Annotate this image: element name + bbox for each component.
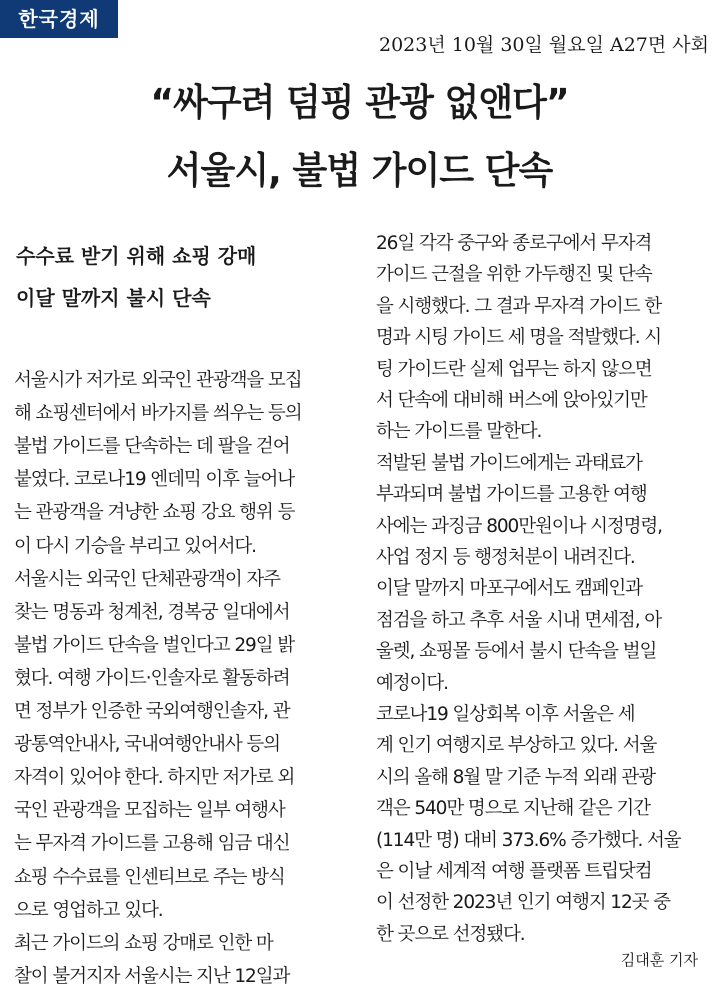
left-column-line: 붙였다. 코로나19 엔데믹 이후 늘어나 — [14, 469, 295, 491]
right-column-line: 서 단속에 대비해 버스에 앉아있기만 — [376, 390, 647, 411]
right-column-line: 예정이다. — [376, 672, 448, 694]
right-column-line: 하는 가이드를 말한다. — [376, 421, 542, 443]
left-column-line: 는 관광객을 겨냥한 쇼핑 강요 행위 등 — [14, 502, 295, 524]
left-column-line: 자격이 있어야 한다. 하지만 저가로 외 — [14, 767, 295, 789]
left-column-line: 최근 가이드의 쇼핑 강매로 인한 마 — [14, 932, 273, 954]
right-column-line: 가이드 근절을 위한 가두행진 및 단속 — [376, 264, 652, 286]
right-column-line: 점검을 하고 추후 서울 시내 면세점, 아 — [376, 609, 662, 631]
right-column-line: 26일 각각 중구와 종로구에서 무자격 — [376, 233, 652, 254]
right-column-line: 울렛, 쇼핑몰 등에서 불시 단속을 벌일 — [376, 641, 657, 663]
subheadline-line-1: 수수료 받기 위해 쇼핑 강매 — [16, 244, 257, 268]
left-column-line: 국인 관광객을 모집하는 일부 여행사 — [14, 800, 285, 822]
right-column-line: 적발된 불법 가이드에게는 과태료가 — [376, 452, 642, 474]
left-column-line: 혔다. 여행 가이드·인솔자로 활동하려 — [14, 667, 290, 689]
left-column-line: 찾는 명동과 청계천, 경복궁 일대에서 — [14, 601, 290, 623]
left-column-line: 서울시는 외국인 단체관광객이 자주 — [14, 568, 280, 590]
right-column-line: 한 곳으로 선정됐다. — [376, 923, 525, 945]
right-column-line: 은 이날 세계적 여행 플랫폼 트립닷컴 — [376, 861, 652, 882]
right-column-line: 사에는 과징금 800만원이나 시정명령, — [376, 515, 662, 537]
byline: 김대훈 기자 — [620, 951, 698, 969]
headline-line-1: “싸구려 덤핑 관광 없앤다” — [150, 81, 569, 124]
right-column-line: 사업 정지 등 행정처분이 내려진다. — [376, 547, 635, 568]
newspaper-logo: 한국경제 — [0, 0, 118, 38]
right-column-line: 명과 시팅 가이드 세 명을 적발했다. 시 — [376, 327, 662, 349]
headline-line-2: 서울시, 불법 가이드 단속 — [166, 149, 553, 192]
left-column-line: 면 정부가 인증한 국외여행인솔자, 관 — [14, 701, 290, 722]
left-column-line: 는 무자격 가이드를 고용해 임금 대신 — [14, 833, 290, 855]
subheadline-line-2: 이달 말까지 불시 단속 — [16, 286, 211, 310]
right-column-line: 이 선정한 2023년 인기 여행지 12곳 중 — [376, 892, 670, 914]
right-column-line: 이달 말까지 마포구에서도 캠페인과 — [376, 578, 642, 600]
right-column-line: 계 인기 여행지로 부상하고 있다. 서울 — [376, 735, 657, 757]
right-column-line: 을 시행했다. 그 결과 무자격 가이드 한 — [376, 295, 662, 317]
right-column-line: 코로나19 일상회복 이후 서울은 세 — [376, 704, 635, 725]
left-column-line: 으로 영업하고 있다. — [14, 899, 163, 921]
left-column-line: 서울시가 저가로 외국인 관광객을 모집 — [14, 370, 302, 391]
left-column-line: 찰이 불거지자 서울시는 지난 12일과 — [14, 965, 290, 987]
right-column-line: 객은 540만 명으로 지난해 같은 기간 — [376, 798, 650, 820]
left-column-line: 이 다시 기승을 부리고 있어서다. — [14, 535, 256, 557]
right-column-line: 팅 가이드란 실제 업무는 하지 않으면 — [376, 358, 652, 380]
right-column-line: (114만 명) 대비 373.6% 증가했다. 서울 — [376, 829, 681, 851]
left-column-line: 불법 가이드 단속을 벌인다고 29일 밝 — [14, 634, 295, 656]
left-column-line: 광통역안내사, 국내여행안내사 등의 — [14, 734, 280, 756]
dateline: 2023년 10월 30일 월요일 A27면 사회 — [379, 34, 709, 56]
right-column-line: 부과되며 불법 가이드를 고용한 여행 — [376, 484, 647, 506]
left-column-line: 해 쇼핑센터에서 바가지를 씌우는 등의 — [14, 403, 302, 425]
right-column-line: 시의 올해 8월 말 기준 누적 외래 관광 — [376, 766, 655, 788]
left-column-line: 불법 가이드를 단속하는 데 팔을 걷어 — [14, 436, 290, 458]
left-column-line: 쇼핑 수수료를 인센티브로 주는 방식 — [14, 866, 285, 888]
